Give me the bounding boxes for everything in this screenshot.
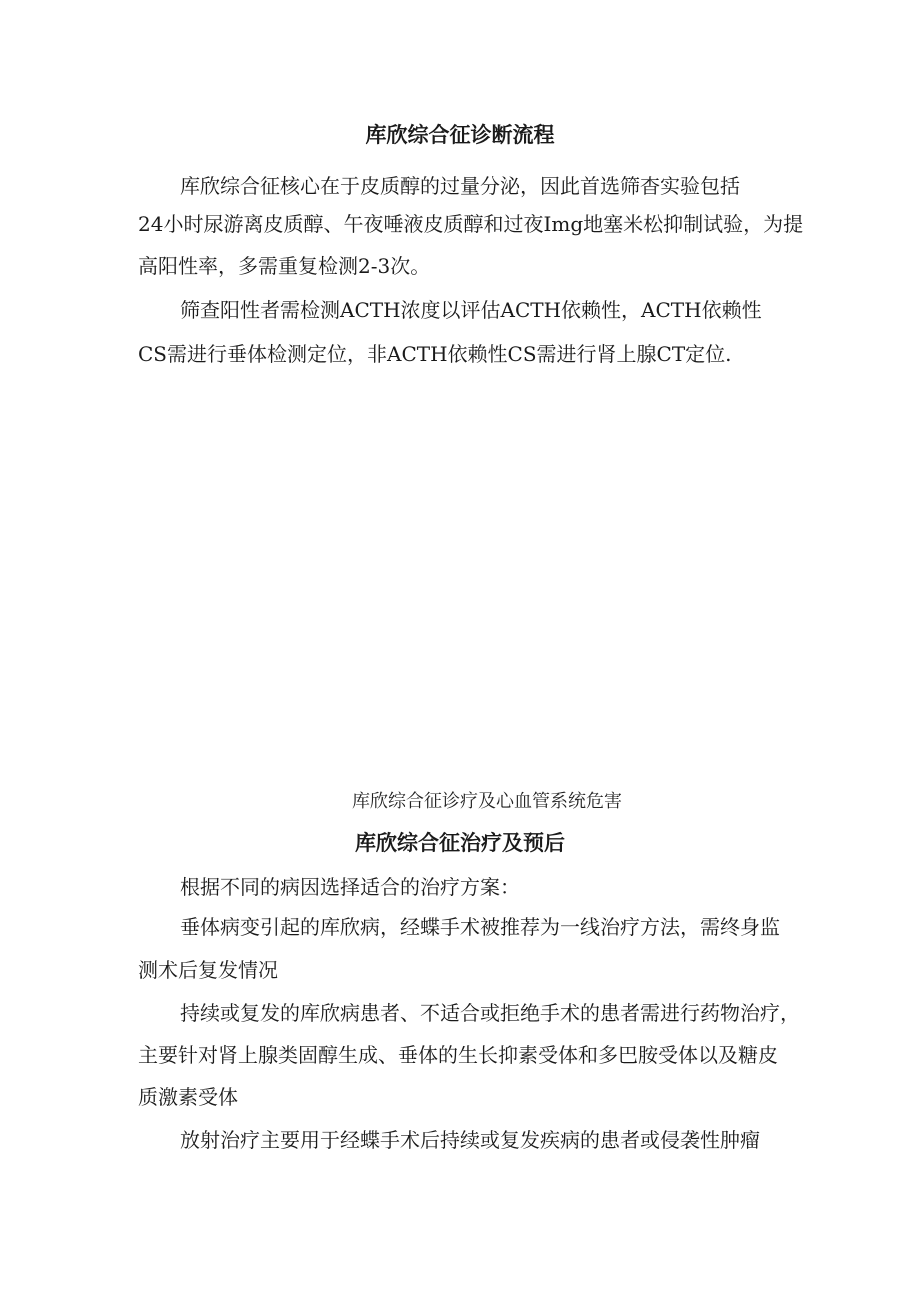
paragraph-line: 测术后复发情况	[138, 958, 278, 982]
paragraph-line: 高阳性率，多需重复检测2-3次。	[138, 254, 431, 278]
paragraph-line: 库欣综合征核心在于皮质醇的过量分泌，因此首选筛杳实验包括	[180, 174, 740, 198]
section-title-diagnosis: 库欣综合征诊断流程	[365, 123, 555, 147]
paragraph-line: 垂体病变引起的库欣病，经蝶手术被推荐为一线治疗方法，需终身监	[180, 915, 780, 939]
paragraph-line: CS需进行垂体检测定位，非ACTH依赖性CS需进行肾上腺CT定位.	[138, 342, 732, 366]
paragraph-line: 放射治疗主要用于经蝶手术后持续或复发疾病的患者或侵袭性肿瘤	[180, 1128, 760, 1152]
paragraph-line: 24小时尿游离皮质醇、午夜唾液皮质醇和过夜Img地塞米松抑制试验，为提	[138, 212, 804, 236]
paragraph-line: 持续或复发的库欣病患者、不适合或拒绝手术的患者需进行药物治疗，	[180, 1001, 800, 1025]
section-title-treatment: 库欣综合征治疗及预后	[355, 831, 565, 855]
paragraph-line: 主要针对肾上腺类固醇生成、垂体的生长抑素受体和多巴胺受体以及糖皮	[138, 1043, 778, 1067]
figure-caption: 库欣综合征诊疗及心血管系统危害	[352, 791, 622, 812]
paragraph-line: 质激素受体	[138, 1085, 238, 1109]
paragraph-line: 筛查阳性者需检测ACTH浓度以评估ACTH依赖性，ACTH依赖性	[180, 298, 762, 322]
paragraph-line: 根据不同的病因选择适合的治疗方案：	[180, 875, 520, 899]
